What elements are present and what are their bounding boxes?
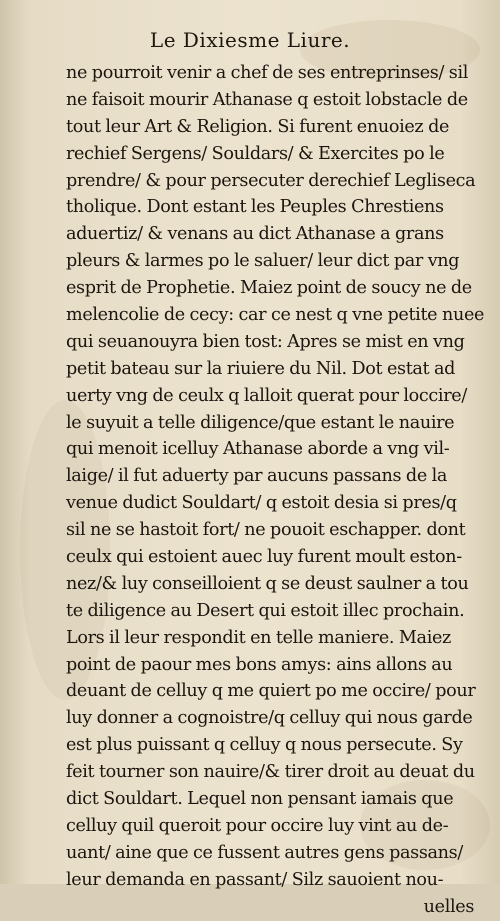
text-line: laige/ il fut aduerty par aucuns passans de la bbox=[66, 466, 448, 487]
text-line: uant/ aine que ce fussent autres gens passans/ bbox=[66, 842, 463, 863]
text-line: rechief Sergens/ Souldars/ & Exercites po le bbox=[66, 143, 445, 164]
text-line: le suyuit a telle diligence/que estant le nauire bbox=[66, 412, 455, 433]
text-line: te diligence au Desert qui estoit illec prochain. bbox=[66, 600, 465, 621]
text-line: petit bateau sur la riuiere du Nil. Dot estat ad bbox=[66, 358, 456, 379]
text-line: ne pourroit venir a chef de ses entreprinses/ sil bbox=[66, 63, 469, 83]
text-line: deuant de celluy q me quiert po me occire/ pour bbox=[66, 681, 476, 702]
text-line: tout leur Art & Religion. Si furent enuoiez de bbox=[66, 116, 450, 137]
text-line: pleurs & larmes po le saluer/ leur dict par vng bbox=[66, 251, 460, 272]
text-line: melencolie de cecy: car ce nest q vne petite nuee bbox=[66, 305, 485, 326]
text-line: feit tourner son nauire/& tirer droit au deuat du bbox=[66, 762, 475, 783]
text-line: ceulx qui estoient auec luy furent moult eston- bbox=[66, 547, 462, 568]
text-line: dict Souldart. Lequel non pensant iamais que bbox=[66, 789, 454, 810]
text-line: nez/& luy conseilloient q se deust saulner a tou bbox=[66, 573, 469, 594]
text-line: tholique. Dont estant les Peuples Chrestiens bbox=[66, 197, 444, 218]
text-line: aduertiz/ & venans au dict Athanase a grans bbox=[66, 224, 444, 245]
text-body bbox=[66, 60, 486, 921]
text-line: celluy quil queroit pour occire luy vint au de- bbox=[66, 815, 449, 836]
text-line: prendre/ & pour persecuter derechief Legliseca bbox=[66, 170, 476, 191]
text-line: uerty vng de ceulx q lalloit querat pour loccire/ bbox=[66, 385, 467, 406]
text-line: qui seuanouyra bien tost: Apres se mist en vng bbox=[66, 331, 465, 352]
text-line: luy donner a cognoistre/q celluy qui nous garde bbox=[66, 708, 473, 729]
text-line: est plus puissant q celluy q nous persecute. Sy bbox=[66, 735, 463, 756]
text-line: leur demanda en passant/ Silz sauoient nou- bbox=[66, 869, 444, 890]
text-line: qui menoit icelluy Athanase aborde a vng vil- bbox=[66, 439, 450, 460]
running-head: Le Dixiesme Liure. bbox=[149, 28, 351, 52]
text-line: point de paour mes bons amys: ains allons au bbox=[66, 654, 453, 675]
text-line: Lors il leur respondit en telle maniere. Maiez bbox=[66, 627, 451, 648]
text-line: venue dudict Souldart/ q estoit desia si pres/q bbox=[66, 493, 457, 514]
text-line: sil ne se hastoit fort/ ne pouoit eschapper. dont bbox=[66, 520, 466, 541]
text-line: uelles bbox=[423, 896, 474, 917]
text-line: esprit de Prophetie. Maiez point de soucy ne de bbox=[66, 278, 472, 299]
text-line: ne faisoit mourir Athanase q estoit lobstacle de bbox=[66, 89, 468, 110]
